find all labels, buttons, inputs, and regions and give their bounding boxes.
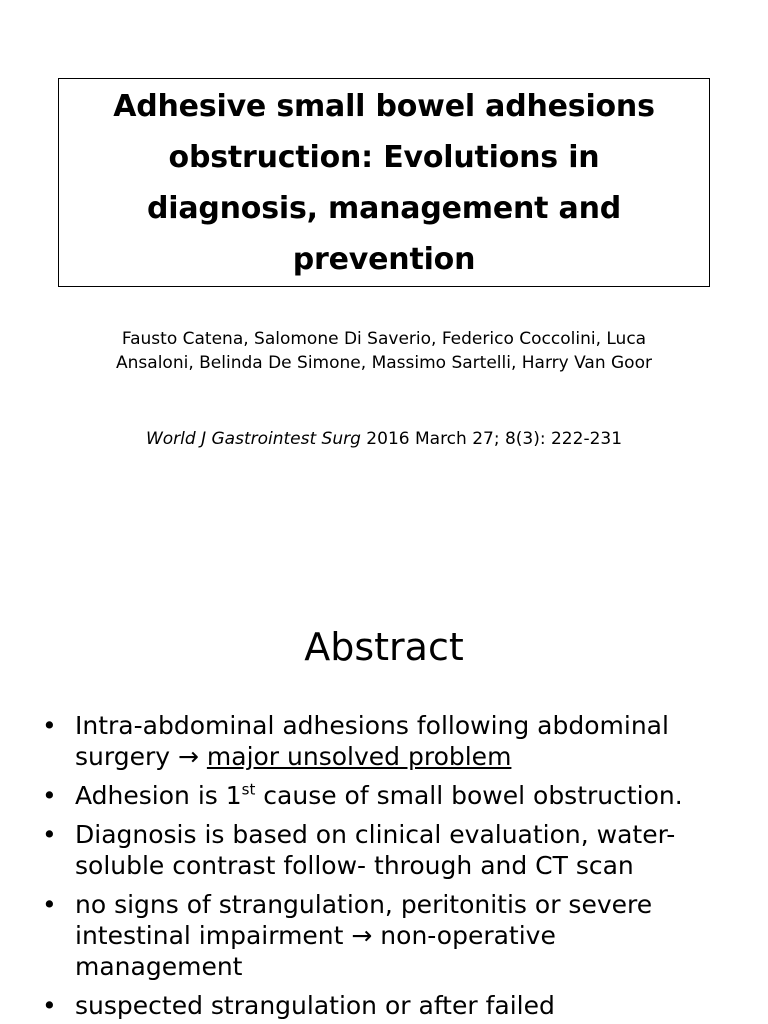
bullet-emphasis: major unsolved problem bbox=[206, 742, 512, 771]
bullet-icon: • bbox=[42, 991, 57, 1020]
bullet-text: Adhesion is 1 bbox=[75, 781, 242, 810]
bullet-icon: • bbox=[42, 781, 57, 810]
bullet-item bbox=[42, 990, 722, 1021]
paper-title: Adhesive small bowel adhesions obstruction: Evolutions in diagnosis, management and prevention bbox=[113, 88, 655, 277]
citation-details: 2016 March 27; 8(3): 222-231 bbox=[360, 429, 623, 449]
bullet-item bbox=[42, 889, 722, 982]
bullet-text-continued: cause of small bowel obstruction. bbox=[255, 781, 683, 810]
bullet-icon: • bbox=[42, 890, 57, 919]
citation bbox=[116, 428, 652, 451]
bullet-superscript: st bbox=[241, 780, 256, 799]
bullet-text: suspected strangulation or after failed bbox=[75, 991, 555, 1020]
arrow-right-icon: → bbox=[351, 921, 373, 950]
bullet-text-continued: non-operative management bbox=[75, 921, 556, 981]
abstract-slide bbox=[0, 574, 768, 1024]
bullet-item bbox=[42, 819, 722, 881]
abstract-heading: Abstract bbox=[304, 625, 464, 669]
author-list: Fausto Catena, Salomone Di Saverio, Federico Coccolini, Luca Ansaloni, Belinda De Simone, Massimo Sartelli, Harry Van Goor bbox=[116, 329, 652, 373]
arrow-right-icon: → bbox=[177, 742, 199, 771]
bullet-text: Diagnosis is based on clinical evaluation, water-soluble contrast follow- through and CT scan bbox=[75, 820, 676, 880]
abstract-bullet-list bbox=[42, 710, 722, 1024]
bullet-icon: • bbox=[42, 711, 57, 740]
journal-name: World J Gastrointest Surg bbox=[145, 429, 361, 449]
bullet-item bbox=[42, 710, 722, 772]
bullet-text: no signs of strangulation, peritonitis or severe intestinal impairment bbox=[75, 890, 653, 950]
bullet-text: Intra-abdominal adhesions following abdominal surgery bbox=[75, 711, 669, 771]
title-box bbox=[58, 78, 710, 287]
bullet-icon: • bbox=[42, 820, 57, 849]
bullet-item bbox=[42, 780, 722, 811]
